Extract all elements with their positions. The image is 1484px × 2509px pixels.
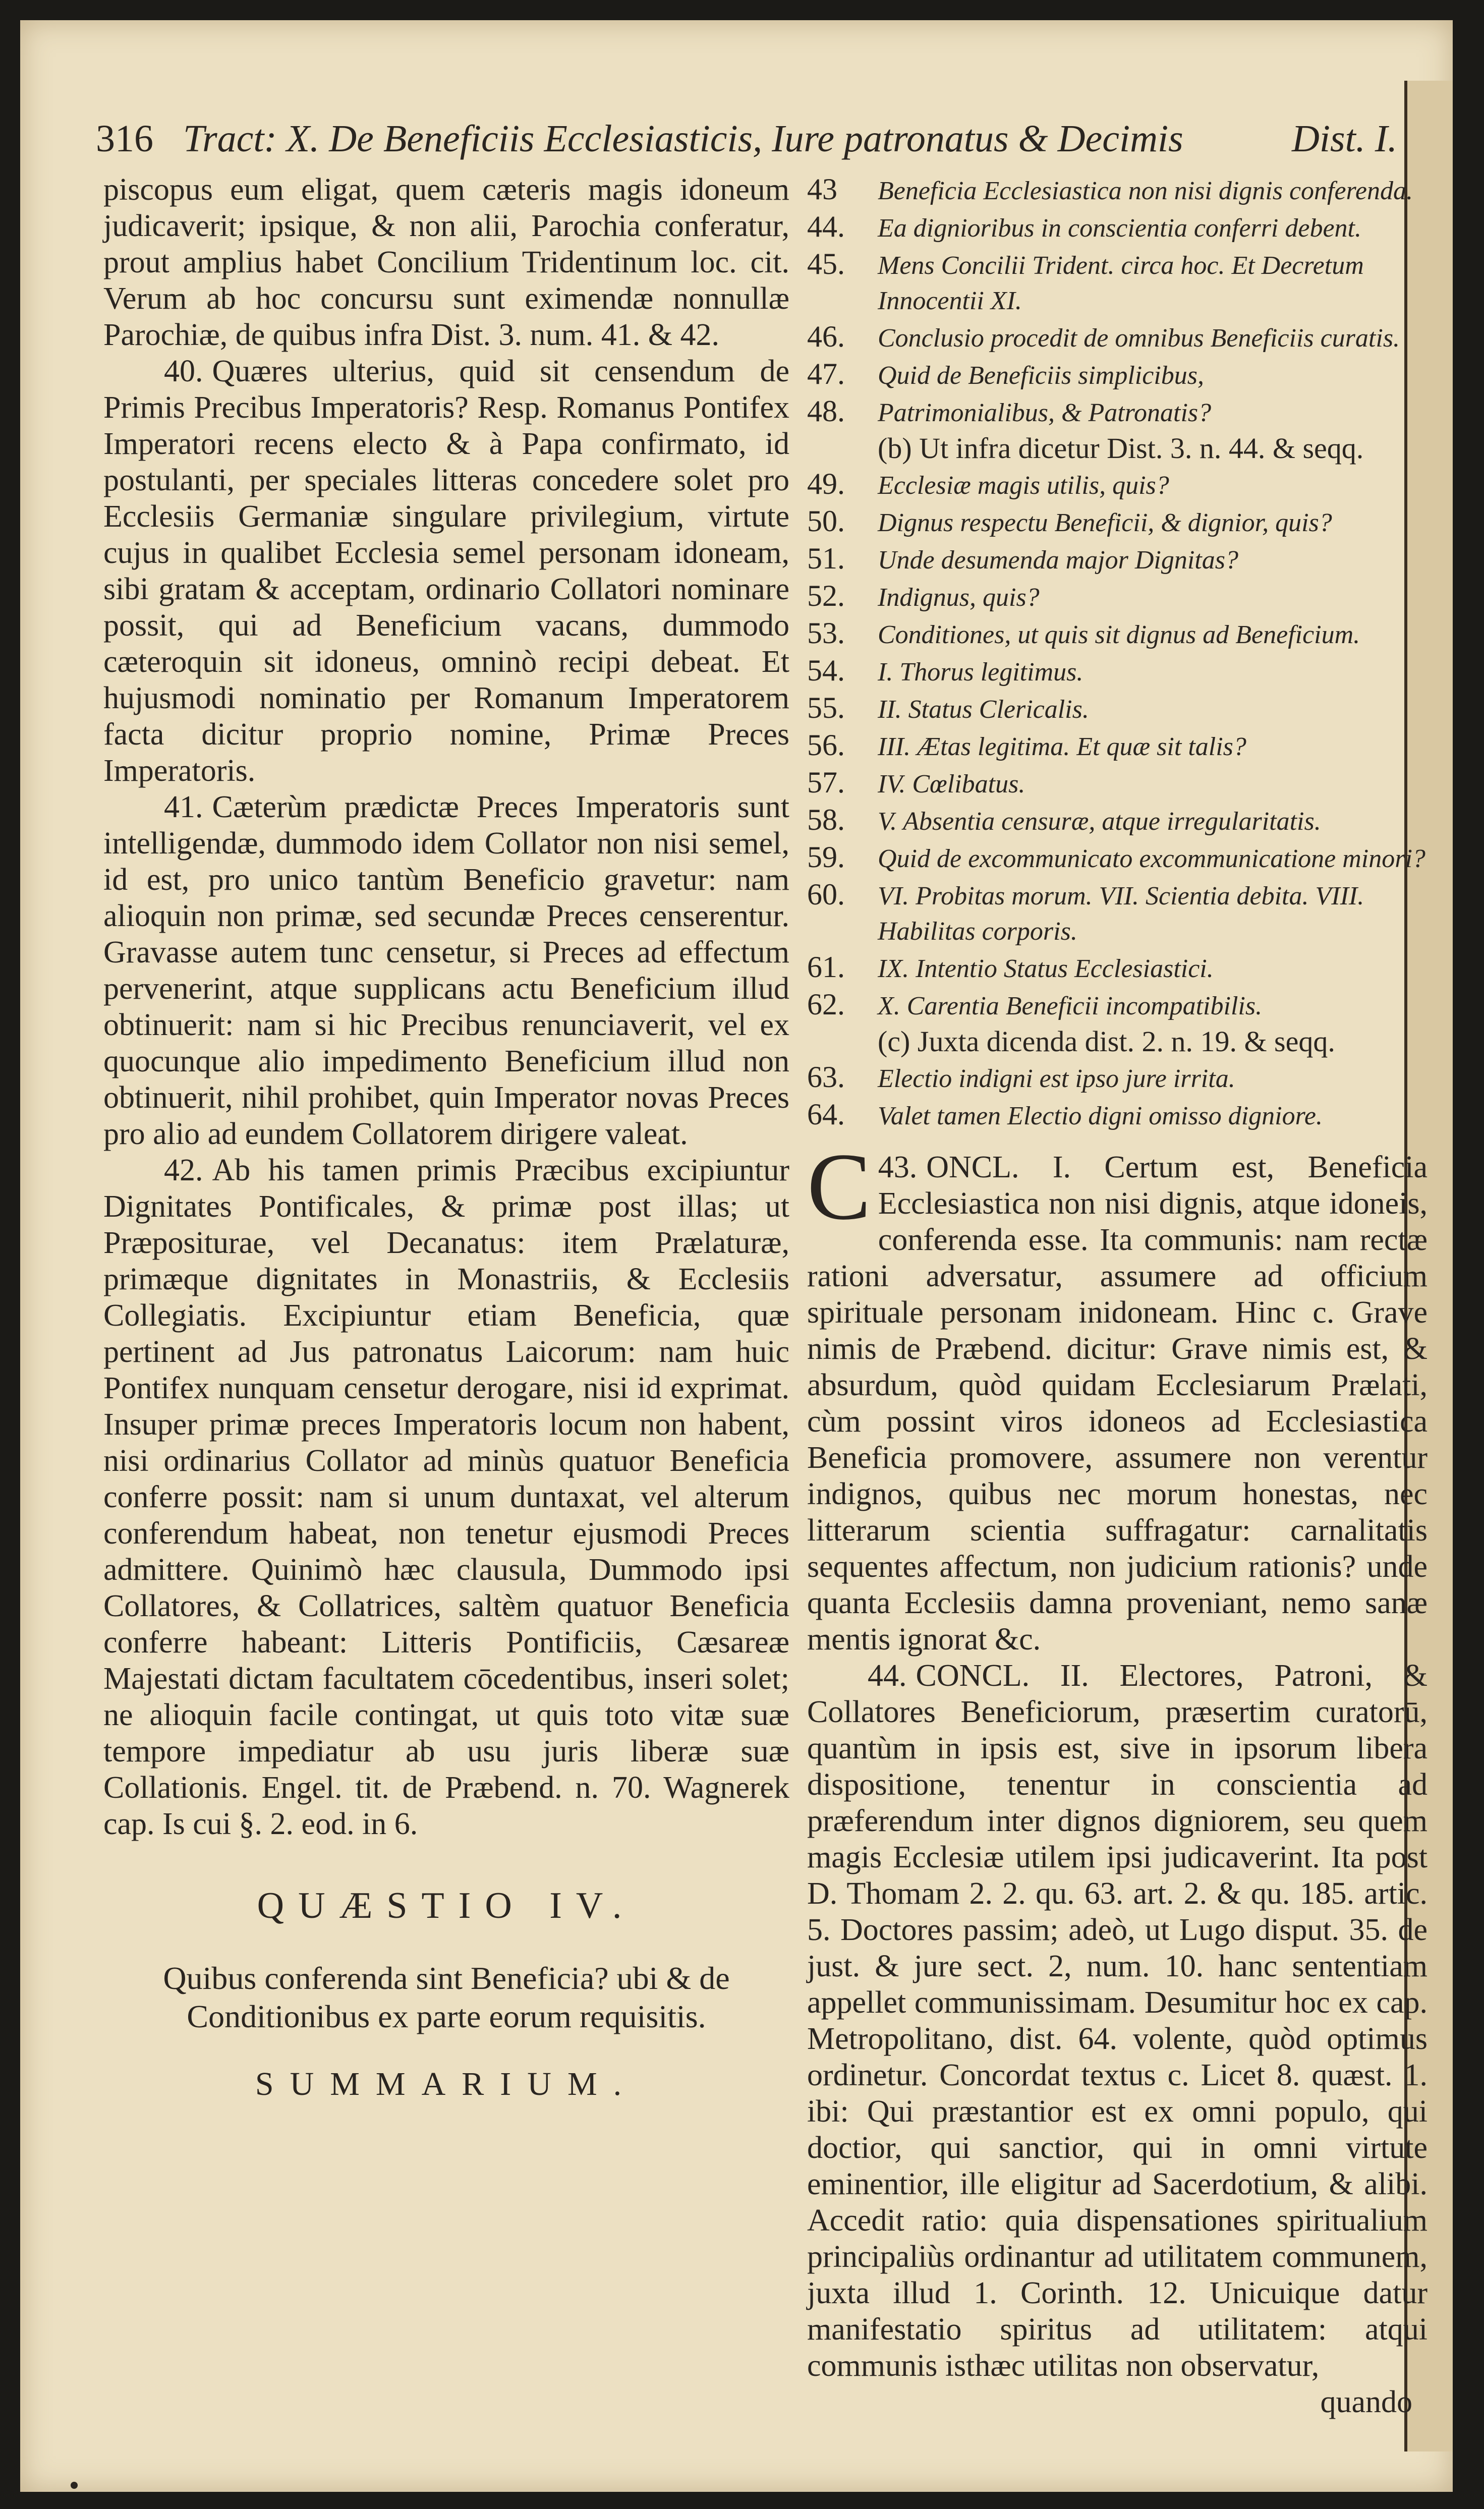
summary-item-number: 56. [807,728,845,762]
summary-item [807,615,1428,653]
summary-item-number: 55. [807,691,845,724]
right-column [807,172,1428,2420]
paragraph-number: 42. [164,1153,203,1187]
paragraph-continued: piscopus eum eligat, quem cæteris magis idoneum judicaverit; ipsique, & non alii, Parochia conferatur, prout amplius habet Concilium Tridentinum loc. cit. Verum ab hoc concursu sunt eximendæ nonnullæ Parochiæ, de quibus infra Dist. 3. num. 41. & 42. [103,173,789,352]
summary-item [807,172,1428,209]
summary-item [807,393,1428,431]
summary-item [807,877,1428,949]
summary-item-number: 63. [807,1060,845,1094]
summary-item-number: 48. [807,394,845,428]
summary-item [807,949,1428,987]
summary-item [807,690,1428,727]
summary-item-text: IX. Intentio Status Ecclesiastici. [878,954,1214,983]
summary-item [807,578,1428,615]
summary-item [807,1059,1428,1097]
drop-capital: C [807,1134,871,1240]
summary-item [807,987,1428,1024]
summary-item-text: Unde desumenda major Dignitas? [878,546,1238,575]
summary-item [807,1097,1428,1134]
summary-item-number: 44. [807,210,845,243]
summary-list [807,466,1428,1024]
summary-item-text: Valet tamen Electio digni omisso digniore. [878,1102,1323,1130]
summary-list [807,1059,1428,1134]
summary-item-number: 47. [807,357,845,390]
quaestio-heading: QUÆSTIO IV. [257,1885,636,1926]
summary-item-text: Dignus respectu Beneficii, & dignior, quis? [878,508,1332,537]
paragraph-text: Cæterùm prædictæ Preces Imperatoris sunt intelligendæ, dummodo idem Collator non nisi semel, id est, pro unico tantùm Beneficio gravetur: nam alioquin non primæ, sed secundæ Preces censerentur. Gravasse autem tunc censetur, si Preces ad effectum pervenerint, atque supplicans actu Beneficium illud obtinuerit: nam si hic Precibus renunciaverit, vel ex quocunque alio impedimento Beneficium illud non obtinuerit, nihil prohibet, quin Imperator novas Preces pro alio ad eundem Collatorem dirigere valeat. [103,790,789,1151]
paragraph-text: Quæres ulterius, quid sit censendum de Primis Precibus Imperatoris? Resp. Romanus Pontifex Imperatori recens electo & à Papa confirmato, id postulanti, per speciales litteras concedere solet pro Ecclesiis Germaniæ singulare privilegium, virtute cujus in qualibet Ecclesia semel personam idoneam, sibi gratam & acceptam, ordinario Collatori nominare possit, qui ad Beneficium vacans, dummodo cæteroquin sit idoneus, omninò recipi debeat. Et hujusmodi nominatio per Romanum Imperatorem facta dicitur proprio nomine, Primæ Preces Imperatoris. [103,354,789,788]
page-number: 316 [96,118,153,160]
summary-item-number: 60. [807,878,845,911]
summary-item-number: 62. [807,988,845,1021]
summary-item-text: Quid de Beneficiis simplicibus, [878,361,1205,390]
summary-item-number: 59. [807,840,845,874]
note-b: (b) Ut infra dicetur Dist. 3. n. 44. & seqq. [878,432,1364,465]
paragraph-text: CONCL. II. Electores, Patroni, & Collatores Beneficiorum, præsertim curatorū, quantùm in ipsis est, sive in ipsorum libera dispositione, tenentur in conscientia ad præferendum inter dignos digniorem, seu quem magis Ecclesiæ utilem ipsi judicaverint. Ita post D. Thomam 2. 2. qu. 63. art. 2. & qu. 185. artic. 5. Doctores passim; adeò, ut Lugo disput. 35. de just. & jure sect. 2, num. 10. hanc sententiam appellet communissimam. Desumitur hoc ex cap. Metropolitano, dist. 64. volente, quòd optimus ordinetur. Concordat textus c. Licet 8. quæst. 1. ibi: Qui præstantior est ex omni populo, qui doctior, qui sanctior, qui in omni virtute eminentior, ille eligitur ad Sacerdotium, & alibi. Accedit ratio: quia dispensationes spiritualium principaliùs ordinantur ad utilitatem communem, juxta illud 1. Corinth. 12. Unicuique datur manifestatio spiritus ad utilitatem: atqui communis isthæc utilitas non observatur, [807,1659,1428,2383]
summary-item-number: 45. [807,247,845,280]
summary-item-text: Conclusio procedit de omnibus Beneficiis curatis. [878,324,1400,353]
paragraph-43 [807,1134,1428,1658]
summary-item-text: IV. Cœlibatus. [878,770,1025,799]
ink-dot [71,2482,78,2489]
summary-item-number: 53. [807,616,845,650]
summary-item-text: III. Ætas legitima. Et quæ sit talis? [878,732,1246,761]
summary-item [807,246,1428,319]
note-c: (c) Juxta dicenda dist. 2. n. 19. & seqq. [878,1025,1335,1058]
paragraph-40 [103,353,789,789]
summary-item-text: Conditiones, ut quis sit dignus ad Beneficium. [878,620,1360,649]
summary-item [807,727,1428,765]
paragraph-text: Ab his tamen primis Præcibus excipiuntur Dignitates Pontificales, & primæ post illas; ut Præpositurae, vel Decanatus: item Prælaturæ, primæque dignitates in Monastriis, & Ecclesiis Collegiatis. Excipiuntur etiam Beneficia, quæ pertinent ad Jus patronatus Laicorum: nam huic Pontifex nunquam censetur derogare, nisi id exprimat. Insuper primæ preces Imperatoris locum non habent, nisi ordinarius Collator ad minùs quatuor Beneficia conferre possit: nam si unum duntaxat, vel alterum conferendum habeat, non tenetur ejusmodi Preces admittere. Quinimò hæc clausula, Dummodo ipsi Collatores, & Collatrices, saltèm quatuor Beneficia conferre habeant: Litteris Pontificiis, Cæsareæ Majestati dictam facultatem cōcedentibus, inseri solet; ne alioquin facile contingat, ut quis toto vitæ suæ tempore impediatur ab usu juris liberæ suæ Collationis. Engel. tit. de Præbend. n. 70. Wagnerek cap. Is cui §. 2. eod. in 6. [103,1153,789,1841]
left-column [103,172,789,2102]
paragraph-44 [807,1658,1428,2384]
summary-item [807,839,1428,877]
summary-item-number: 64. [807,1098,845,1131]
summary-item [807,653,1428,690]
summary-item-number: 51. [807,542,845,575]
summary-item-text: Beneficia Ecclesiastica non nisi dignis conferenda. [878,177,1413,205]
summary-item [807,319,1428,356]
summary-item-text: Quid de excommunicato excommunicatione minori? [878,844,1425,873]
summary-item-number: 58. [807,803,845,836]
running-header [96,111,1428,166]
summary-item-number: 61. [807,950,845,984]
summary-item [807,356,1428,393]
summary-item-text: Electio indigni est ipso jure irrita. [878,1064,1235,1093]
summary-item [807,466,1428,503]
summary-item [807,765,1428,802]
paragraph-number: 41. [164,790,203,824]
paragraph-42 [103,1152,789,1842]
summary-item-number: 54. [807,654,845,687]
quaestio-question: Quibus conferenda sint Beneficia? ubi & de Conditionibus ex parte eorum requisitis. [163,1960,730,2034]
paragraph-number: 44. [868,1659,907,1693]
summary-item-text: Ea dignioribus in conscientia conferri debent. [878,214,1361,243]
distinction-label: Dist. I. [1292,118,1397,160]
summary-item-text: VI. Probitas morum. VII. Scientia debita. VIII. Habilitas corporis. [878,882,1364,946]
summary-item-number: 49. [807,467,845,500]
summary-item-text: Indignus, quis? [878,583,1040,612]
summary-item-text: V. Absentia censuræ, atque irregularitatis. [878,807,1321,836]
book-page [20,20,1453,2492]
paragraph-41 [103,789,789,1152]
summary-item-text: Patrimonialibus, & Patronatis? [878,398,1212,427]
catchword: quando [1320,2385,1412,2419]
summary-item-text: II. Status Clericalis. [878,695,1089,724]
summary-item [807,541,1428,578]
summary-item-number: 57. [807,766,845,799]
running-title: Tract: X. De Beneficiis Ecclesiasticis, Iure patronatus & Decimis [183,118,1183,160]
paragraph-text: ONCL. I. Certum est, Beneficia Ecclesiastica non nisi dignis, atque idoneis, conferenda esse. Ita communis: nam rectæ rationi adversatur, assumere ad officium spirituale personam inidoneam. Hinc c. Grave nimis de Præbend. dicitur: Grave nimis est, & absurdum, quòd quidam Ecclesiarum Prælati, cùm possint viros idoneos ad Ecclesiastica Beneficia promovere, assumere non verentur indignos, quibus nec morum honestas, nec litterarum scientia suffragatur: carnalitatis sequentes affectum, non judicium rationis? unde quanta Ecclesiis damna proveniant, nemo sanæ mentis ignorat &c. [807,1150,1428,1657]
paragraph-number: 43. [878,1150,918,1184]
summary-item-text: Mens Concilii Trident. circa hoc. Et Decretum Innocentii XI. [878,251,1364,315]
summary-item [807,802,1428,839]
summary-list [807,172,1428,431]
summary-item [807,209,1428,246]
summary-item-text: Ecclesiæ magis utilis, quis? [878,471,1169,500]
summary-item-number: 50. [807,504,845,538]
summary-item-number: 46. [807,320,845,353]
summary-item-text: X. Carentia Beneficii incompatibilis. [878,992,1263,1020]
paragraph-number: 40. [164,354,203,388]
summary-item-number: 52. [807,579,845,612]
summary-item-text: I. Thorus legitimus. [878,658,1083,687]
summarium-heading: SUMMARIUM. [255,2066,638,2102]
summary-item [807,503,1428,541]
summary-item-number: 43 [807,173,837,206]
